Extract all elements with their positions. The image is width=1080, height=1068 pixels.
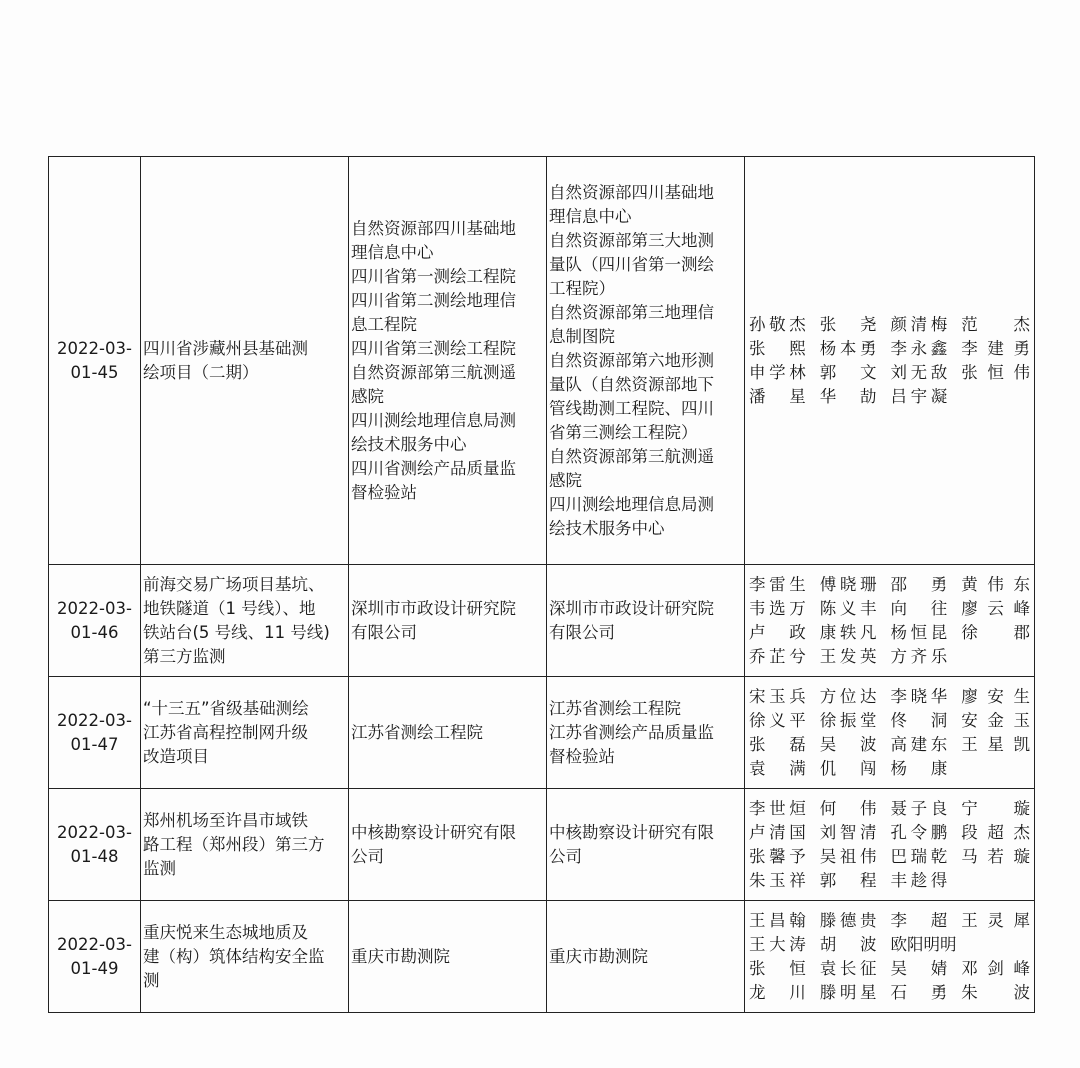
person-name: 李雷生 xyxy=(749,574,806,594)
person-name: 徐郡 xyxy=(961,622,1030,642)
completing-unit-cell-line: 重庆市勘测院 xyxy=(351,946,450,966)
people-grid xyxy=(747,797,1032,893)
person-name: 何伟 xyxy=(819,798,877,818)
person-name: 吴祖伟 xyxy=(819,846,877,866)
person-name: 张磊 xyxy=(749,734,806,754)
people-grid xyxy=(747,685,1032,781)
person-name: 廖安生 xyxy=(961,686,1030,706)
project-name-cell-line: 前海交易广场项目基坑、 xyxy=(143,574,325,594)
person-name: 佟洞 xyxy=(890,710,948,730)
project-name-cell xyxy=(141,157,349,565)
person-name: 向往 xyxy=(890,598,948,618)
table-row xyxy=(49,157,1035,565)
record-number-part: 01-48 xyxy=(70,846,119,866)
participating-unit-cell-line: 江苏省测绘工程院 xyxy=(549,698,681,718)
table-row xyxy=(49,901,1035,1013)
person-name: 徐义平 xyxy=(749,710,806,730)
project-name-cell-line: 测 xyxy=(143,970,160,990)
person-name: 申学林 xyxy=(749,362,806,382)
person-name: 潘星 xyxy=(749,386,806,406)
participating-unit-cell-line: 自然资源部四川基础地 xyxy=(549,182,714,202)
person-name: 吕宇凝 xyxy=(890,386,948,406)
person-name: 康轶凡 xyxy=(819,622,877,642)
award-table-body xyxy=(49,157,1035,1013)
person-name xyxy=(961,933,1032,957)
person-name: 乔芷兮 xyxy=(749,646,806,666)
project-name-cell xyxy=(141,565,349,677)
completing-unit-cell xyxy=(349,789,547,901)
person-name: 张恒伟 xyxy=(961,362,1030,382)
person-name: 胡波 xyxy=(819,934,877,954)
participating-unit-cell xyxy=(547,565,745,677)
person-name: 马若璇 xyxy=(961,846,1030,866)
completing-unit-cell-line: 江苏省测绘工程院 xyxy=(351,722,483,742)
person-name: 袁长征 xyxy=(819,958,877,978)
participating-unit-cell-line: 量队（四川省第一测绘 xyxy=(549,254,714,274)
participating-unit-cell-line: 中核勘察设计研究有限 xyxy=(549,822,714,842)
completing-unit-cell-line: 自然资源部第三航测遥 xyxy=(351,362,516,382)
record-number-cell xyxy=(49,157,141,565)
completing-unit-cell-line: 自然资源部四川基础地 xyxy=(351,218,516,238)
project-name-cell-line: 第三方监测 xyxy=(143,646,226,666)
person-name: 李晓华 xyxy=(890,686,948,706)
project-name-cell-line: 建（构）筑体结构安全监 xyxy=(143,946,325,966)
person-name: 龙川 xyxy=(749,982,806,1002)
project-name-cell xyxy=(141,901,349,1013)
completing-unit-cell xyxy=(349,901,547,1013)
table-row xyxy=(49,565,1035,677)
completing-unit-cell-line: 四川省测绘产品质量监 xyxy=(351,458,516,478)
person-name: 李超 xyxy=(890,910,948,930)
people-cell xyxy=(745,677,1035,789)
project-name-cell-line: “十三五”省级基础测绘 xyxy=(143,698,309,718)
person-name: 丰趁得 xyxy=(890,870,948,890)
person-name: 郭文 xyxy=(819,362,877,382)
person-name: 孙敬杰 xyxy=(749,314,806,334)
person-name: 陈义丰 xyxy=(819,598,877,618)
completing-unit-cell xyxy=(349,157,547,565)
completing-unit-cell-line: 感院 xyxy=(351,386,384,406)
people-cell xyxy=(745,565,1035,677)
person-name: 张馨予 xyxy=(749,846,806,866)
person-name: 邵勇 xyxy=(890,574,948,594)
record-number-part: 2022-03- xyxy=(57,934,132,954)
participating-unit-cell-line: 省第三测绘工程院） xyxy=(549,422,698,442)
award-table xyxy=(48,156,1035,1013)
person-name: 滕明星 xyxy=(819,982,877,1002)
project-name-cell-line: 江苏省高程控制网升级 xyxy=(143,722,308,742)
project-name-cell-line: 监测 xyxy=(143,858,176,878)
project-name-cell xyxy=(141,677,349,789)
participating-unit-cell-line: 督检验站 xyxy=(549,746,615,766)
person-name: 刘无敌 xyxy=(890,362,948,382)
project-name-cell-line: 郑州机场至许昌市域铁 xyxy=(143,810,308,830)
person-name: 方齐乐 xyxy=(890,646,948,666)
participating-unit-cell xyxy=(547,677,745,789)
people-cell xyxy=(745,789,1035,901)
record-number-part: 01-46 xyxy=(70,622,119,642)
person-name: 李世烜 xyxy=(749,798,806,818)
people-grid xyxy=(747,573,1032,669)
person-name: 韦选万 xyxy=(749,598,806,618)
person-name: 李永鑫 xyxy=(890,338,948,358)
project-name-cell-line: 重庆悦来生态城地质及 xyxy=(143,922,308,942)
person-name: 吴波 xyxy=(819,734,877,754)
person-name: 华劼 xyxy=(819,386,877,406)
person-name: 刘智清 xyxy=(819,822,877,842)
record-number-cell xyxy=(49,789,141,901)
record-number-part: 01-47 xyxy=(70,734,119,754)
person-name: 朱波 xyxy=(961,982,1030,1002)
participating-unit-cell-line: 理信息中心 xyxy=(549,206,632,226)
completing-unit-cell-line: 公司 xyxy=(351,846,384,866)
completing-unit-cell-line: 督检验站 xyxy=(351,482,417,502)
people-cell xyxy=(745,157,1035,565)
participating-unit-cell-line: 感院 xyxy=(549,470,582,490)
participating-unit-cell-line: 绘技术服务中心 xyxy=(549,518,665,538)
participating-unit-cell-line: 自然资源部第三地理信 xyxy=(549,302,714,322)
person-name: 仉闯 xyxy=(819,758,877,778)
participating-unit-cell xyxy=(547,901,745,1013)
completing-unit-cell-line: 四川省第一测绘工程院 xyxy=(351,266,516,286)
record-number-cell xyxy=(49,677,141,789)
completing-unit-cell xyxy=(349,565,547,677)
record-number-part: 2022-03- xyxy=(57,338,132,358)
record-number-cell xyxy=(49,901,141,1013)
people-cell xyxy=(745,901,1035,1013)
people-grid xyxy=(747,313,1032,409)
person-name: 段超杰 xyxy=(961,822,1030,842)
person-name: 高建东 xyxy=(890,734,948,754)
participating-unit-cell-line: 量队（自然资源部地下 xyxy=(549,374,714,394)
person-name: 张恒 xyxy=(749,958,806,978)
participating-unit-cell-line: 工程院） xyxy=(549,278,615,298)
project-name-cell-line: 铁站台(5 号线、11 号线) xyxy=(143,622,330,642)
person-name: 朱玉祥 xyxy=(749,870,806,890)
person-name: 邓剑峰 xyxy=(961,958,1030,978)
project-name-cell-line: 地铁隧道（1 号线）、地 xyxy=(143,598,316,618)
completing-unit-cell-line: 四川测绘地理信息局测 xyxy=(351,410,516,430)
person-name: 黄伟东 xyxy=(961,574,1030,594)
record-number-part: 01-45 xyxy=(70,362,119,382)
person-name: 巴瑞乾 xyxy=(890,846,948,866)
person-name: 王灵犀 xyxy=(961,910,1030,930)
person-name: 张熙 xyxy=(749,338,806,358)
participating-unit-cell-line: 四川测绘地理信息局测 xyxy=(549,494,714,514)
person-name: 李建勇 xyxy=(961,338,1030,358)
participating-unit-cell-line: 公司 xyxy=(549,846,582,866)
participating-unit-cell-line: 自然资源部第三航测遥 xyxy=(549,446,714,466)
participating-unit-cell-line: 重庆市勘测院 xyxy=(549,946,648,966)
person-name: 方位达 xyxy=(819,686,877,706)
record-number-part: 2022-03- xyxy=(57,822,132,842)
participating-unit-cell-line: 自然资源部第三大地测 xyxy=(549,230,714,250)
person-name: 欧阳明明 xyxy=(890,934,957,954)
person-name: 杨康 xyxy=(890,758,948,778)
table-row xyxy=(49,789,1035,901)
person-name: 孔令鹏 xyxy=(890,822,948,842)
person-name: 张尧 xyxy=(819,314,877,334)
person-name: 范杰 xyxy=(961,314,1030,334)
participating-unit-cell xyxy=(547,157,745,565)
completing-unit-cell-line: 有限公司 xyxy=(351,622,417,642)
participating-unit-cell-line: 自然资源部第六地形测 xyxy=(549,350,714,370)
person-name: 郭程 xyxy=(819,870,877,890)
person-name: 卢清国 xyxy=(749,822,806,842)
participating-unit-cell-line: 有限公司 xyxy=(549,622,615,642)
completing-unit-cell-line: 理信息中心 xyxy=(351,242,434,262)
person-name: 宋玉兵 xyxy=(749,686,806,706)
person-name: 王发英 xyxy=(819,646,877,666)
person-name: 袁满 xyxy=(749,758,806,778)
completing-unit-cell-line: 息工程院 xyxy=(351,314,417,334)
person-name: 吴婧 xyxy=(890,958,948,978)
person-name: 滕德贵 xyxy=(819,910,877,930)
person-name: 石勇 xyxy=(890,982,948,1002)
completing-unit-cell-line: 四川省第二测绘地理信 xyxy=(351,290,516,310)
person-name: 王昌翰 xyxy=(749,910,806,930)
participating-unit-cell-line: 息制图院 xyxy=(549,326,615,346)
project-name-cell-line: 绘项目（二期） xyxy=(143,362,259,382)
project-name-cell xyxy=(141,789,349,901)
record-number-part: 2022-03- xyxy=(57,710,132,730)
person-name: 王星凯 xyxy=(961,734,1030,754)
person-name: 杨本勇 xyxy=(819,338,877,358)
person-name: 卢政 xyxy=(749,622,806,642)
participating-unit-cell xyxy=(547,789,745,901)
project-name-cell-line: 路工程（郑州段）第三方 xyxy=(143,834,325,854)
participating-unit-cell-line: 江苏省测绘产品质量监 xyxy=(549,722,714,742)
completing-unit-cell-line: 绘技术服务中心 xyxy=(351,434,467,454)
record-number-part: 2022-03- xyxy=(57,598,132,618)
table-row xyxy=(49,677,1035,789)
completing-unit-cell-line: 中核勘察设计研究有限 xyxy=(351,822,516,842)
person-name: 傅晓珊 xyxy=(819,574,877,594)
project-name-cell-line: 改造项目 xyxy=(143,746,209,766)
record-number-part: 01-49 xyxy=(70,958,119,978)
person-name: 徐振堂 xyxy=(819,710,877,730)
completing-unit-cell-line: 四川省第三测绘工程院 xyxy=(351,338,516,358)
completing-unit-cell-line: 深圳市市政设计研究院 xyxy=(351,598,516,618)
participating-unit-cell-line: 深圳市市政设计研究院 xyxy=(549,598,714,618)
person-name: 颜清梅 xyxy=(890,314,948,334)
person-name: 廖云峰 xyxy=(961,598,1030,618)
project-name-cell-line: 四川省涉藏州县基础测 xyxy=(143,338,308,358)
people-grid xyxy=(747,909,1032,1005)
person-name: 聂子良 xyxy=(890,798,948,818)
record-number-cell xyxy=(49,565,141,677)
completing-unit-cell xyxy=(349,677,547,789)
person-name: 安金玉 xyxy=(961,710,1030,730)
person-name: 杨恒昆 xyxy=(890,622,948,642)
person-name: 王大涛 xyxy=(749,934,806,954)
participating-unit-cell-line: 管线勘测工程院、四川 xyxy=(549,398,714,418)
person-name: 宁璇 xyxy=(961,798,1030,818)
